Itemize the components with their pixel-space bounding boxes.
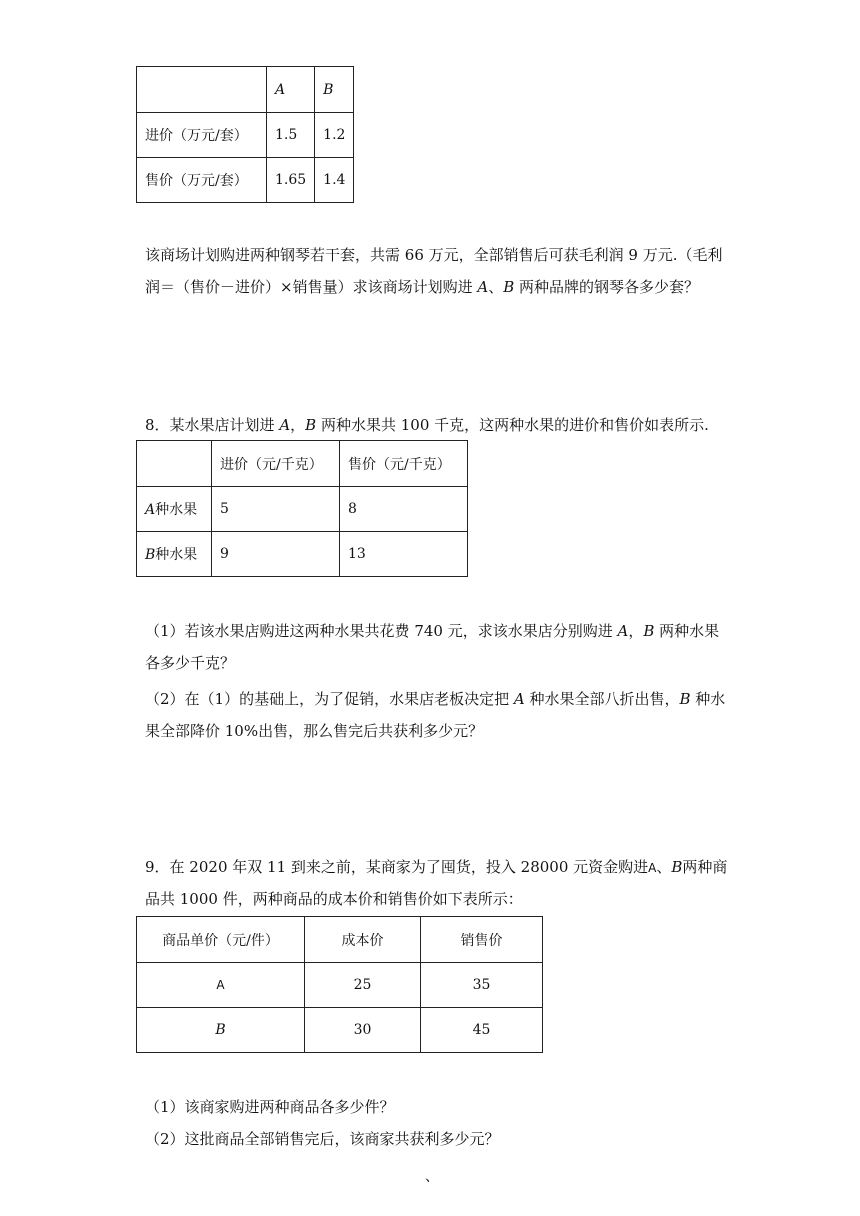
text-span: 两种商 (682, 858, 728, 876)
table-row (137, 67, 354, 113)
table-cell (137, 487, 212, 532)
table-cell: 8 (340, 487, 468, 532)
table-row (137, 963, 543, 1008)
table-cell: 35 (421, 963, 543, 1008)
variable-b: B (671, 858, 683, 876)
table-cell: 45 (421, 1008, 543, 1053)
table-header-cell: 商品单价（元/件） (137, 917, 305, 963)
table-row (137, 441, 468, 487)
text-span: 种水果 (155, 547, 198, 563)
table-cell: 30 (305, 1008, 421, 1053)
text-span: 、 (488, 278, 504, 296)
q8-part2-line1 (145, 688, 725, 709)
fruit-price-table (136, 440, 468, 577)
text-span: 种水果 (155, 502, 198, 518)
variable-a: A (648, 861, 657, 875)
table-cell: 9 (212, 532, 340, 577)
variable-b: B (145, 547, 156, 563)
text-span: 、 (656, 858, 672, 876)
text-span: 两种品牌的钢琴各多少套？ (514, 278, 700, 296)
table-header-cell: 售价（元/千克） (340, 441, 468, 487)
variable-b: B (643, 622, 655, 640)
text-span: ， (290, 416, 306, 434)
text-span: 9．在 2020 年双 11 到来之前，某商家为了囤货，投入 28000 元资金购进 (145, 858, 649, 876)
text-span: 种水果全部八折出售， (524, 690, 680, 708)
q9-part2: （2）这批商品全部销售完后，该商家共获利多少元？ (145, 1130, 500, 1148)
q9-line2: 品共 1000 件，两种商品的成本价和销售价如下表所示： (145, 890, 523, 908)
table-row (137, 113, 354, 158)
text-span: 两种水果共 100 千克，这两种水果的进价和售价如表所示. (316, 416, 709, 434)
table-header-cell: B (315, 67, 354, 113)
q7-line1: 该商场计划购进两种钢琴若干套，共需 66 万元，全部销售后可获毛利润 9 万元.（毛利 (145, 246, 723, 264)
variable-a: A (513, 690, 525, 708)
q8-part2-line2: 果全部降价 10%出售，那么售完后共获利多少元？ (145, 722, 484, 740)
table-cell: 进价（万元/套） (137, 113, 267, 158)
q8-part1-line2: 各多少千克？ (145, 654, 236, 672)
variable-b: B (503, 278, 515, 296)
variable-a: A (477, 278, 489, 296)
variable-a: A (145, 502, 156, 518)
table-header-cell (137, 441, 212, 487)
table-header-cell: A (267, 67, 315, 113)
table-cell (137, 532, 212, 577)
table-cell: 1.65 (267, 158, 315, 203)
table-cell: 售价（万元/套） (137, 158, 267, 203)
variable-b: B (305, 416, 317, 434)
table-cell: 5 (212, 487, 340, 532)
table-row (137, 487, 468, 532)
q9-part1: （1）该商家购进两种商品各多少件？ (145, 1098, 395, 1116)
table-header-cell: 销售价 (421, 917, 543, 963)
table-row (137, 158, 354, 203)
table-header-cell: 进价（元/千克） (212, 441, 340, 487)
product-price-table (136, 916, 543, 1053)
text-span: 润＝（售价－进价）×销售量）求该商场计划购进 (145, 278, 478, 296)
table-row (137, 532, 468, 577)
table-cell: 1.2 (315, 113, 354, 158)
table-row (137, 1008, 543, 1053)
table-cell: 13 (340, 532, 468, 577)
q7-line2 (145, 276, 699, 297)
text-span: 8．某水果店计划进 (145, 416, 280, 434)
table-header-cell: 成本价 (305, 917, 421, 963)
text-span: （1）若该水果店购进这两种水果共花费 740 元，求该水果店分别购进 (145, 622, 618, 640)
variable-a: A (617, 622, 629, 640)
table-header-cell (137, 67, 267, 113)
text-span: （2）在（1）的基础上，为了促销，水果店老板决定把 (145, 690, 514, 708)
table-cell: B (137, 1008, 305, 1053)
table-row (137, 917, 543, 963)
table-cell: A (137, 963, 305, 1008)
q9-line1 (145, 856, 727, 877)
q8-part1-line1 (145, 620, 719, 641)
text-span: ， (628, 622, 644, 640)
table-cell: 25 (305, 963, 421, 1008)
table-cell: 1.5 (267, 113, 315, 158)
piano-price-table (136, 66, 354, 203)
q8-intro (145, 414, 709, 435)
variable-b: B (679, 690, 691, 708)
table-cell: 1.4 (315, 158, 354, 203)
text-span: 种水 (690, 690, 726, 708)
text-span: 两种水果 (654, 622, 720, 640)
footer-mark: 、 (425, 1169, 439, 1185)
variable-a: A (279, 416, 291, 434)
